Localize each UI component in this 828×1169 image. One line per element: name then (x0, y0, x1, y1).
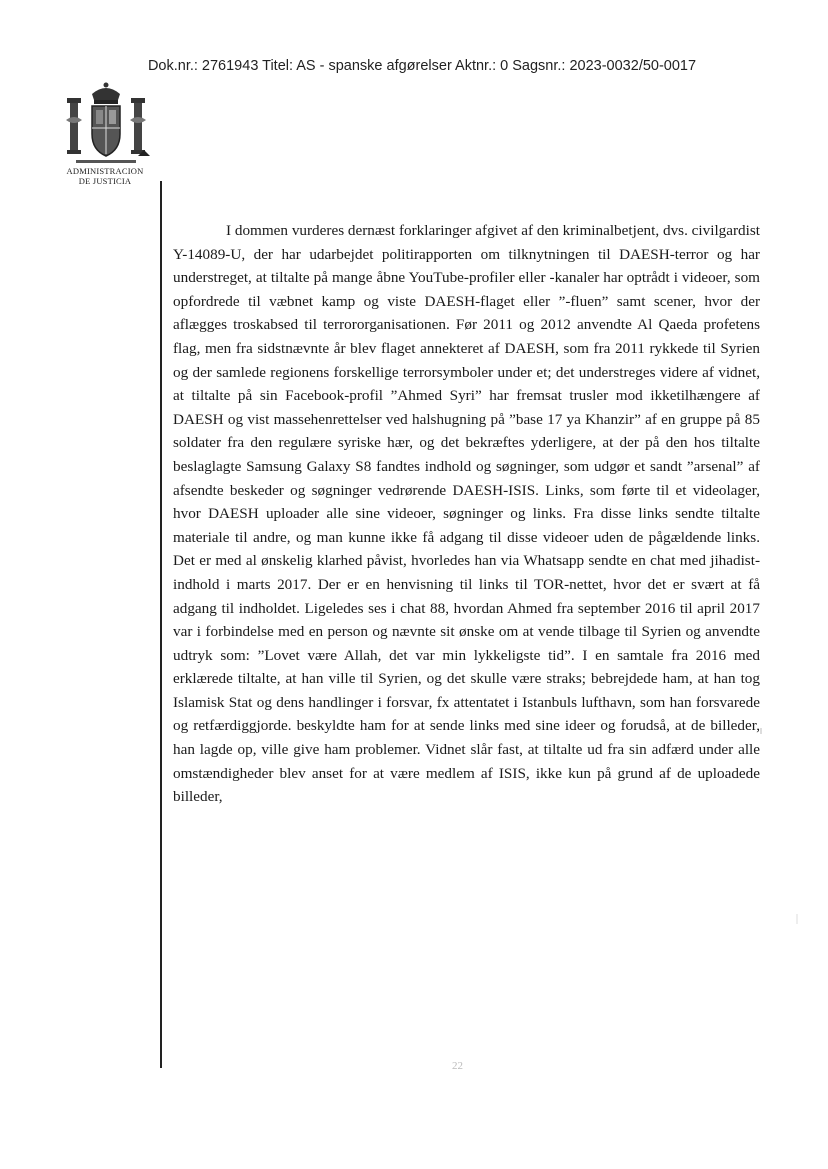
scan-artifact (760, 728, 762, 734)
coat-of-arms-emblem (56, 80, 156, 170)
margin-rule (160, 181, 162, 1068)
document-header: Dok.nr.: 2761943 Titel: AS - spanske afgørelser Aktnr.: 0 Sagsnr.: 2023-0032/50-0017 (147, 58, 697, 74)
institution-line-2: DE JUSTICIA (78, 176, 132, 186)
institution-line-1: ADMINISTRACION (66, 166, 144, 176)
institution-label (52, 166, 158, 186)
page-number: 22 (452, 1060, 463, 1072)
scan-artifact (796, 914, 798, 924)
body-paragraph: I dommen vurderes dernæst forklaringer afgivet af den kriminalbetjent, dvs. civilgardist Y-14089-U, der har udarbejdet politirapporten om tilknytningen til DAESH-terror og har understreget, at tiltalte på mange åbne YouTube-profiler eller -kanaler har optrådt i videoer, som opfordrede til væbnet kamp og viste DAESH-flaget eller ”-fluen” samt scener, hvor der aflægges troskabsed til terrororganisationen. Før 2011 og 2012 anvendte Al Qaeda profetens flag, men fra sidstnævnte år blev flaget annekteret af DAESH, som fra 2011 rykkede til Syrien og der samlede regionens forskellige terrorsymboler under et; det understreges videre af vidnet, at tiltalte på sin Facebook-profil ”Ahmed Syri” har fremsat trusler mod ikketilhængere af DAESH og vist massehenrettelser ved halshugning på ”base 17 ya Khanzir” af en gruppe på 85 soldater fra den regulære syriske hær, og det bekræftes yderligere, at der på den hos tiltalte beslaglagte Samsung Galaxy S8 fandtes indhold og søgninger, som udgør et sandt ”arsenal” af afsendte beskeder og søgninger vedrørende DAESH-ISIS. Links, som førte til et videolager, hvor DAESH uploader alle sine videoer, søgninger og links. Fra disse links sendte tiltalte materiale til andre, og man kunne ikke få adgang til disse videoer uden de pågældende links. Det er med al ønskelig klarhed påvist, hvorledes han via Whatsapp sendte en chat med jihadist-indhold i marts 2017. Der er en henvisning til links til TOR-nettet, hvor det er svært at få adgang til indholdet. Ligeledes ses i chat 88, hvordan Ahmed fra september 2016 til april 2017 var i forbindelse med en person og nævnte sit ønske om at vende tilbage til Syrien og anvendte udtryk som: ”Lovet være Allah, det var min lykkeligste tid”. I en samtale fra 2016 med erklærede tiltalte, at han ville til Syrien, og det skulle være straks; bebrejdede ham, at han tog Islamisk Stat og dens handlinger i forsvar, fx attentatet i Istanbuls lufthavn, som han forsvarede og retfærdiggjorde. beskyldte ham for at sende links med sine ideer og forudså, at de billeder, han lagde op, ville give ham problemer. Vidnet slår fast, at tiltalte ud fra sin adfærd under alle omstændigheder blev anset for at være medlem af ISIS, ikke kun på grund af de uploadede billeder, (173, 222, 760, 806)
